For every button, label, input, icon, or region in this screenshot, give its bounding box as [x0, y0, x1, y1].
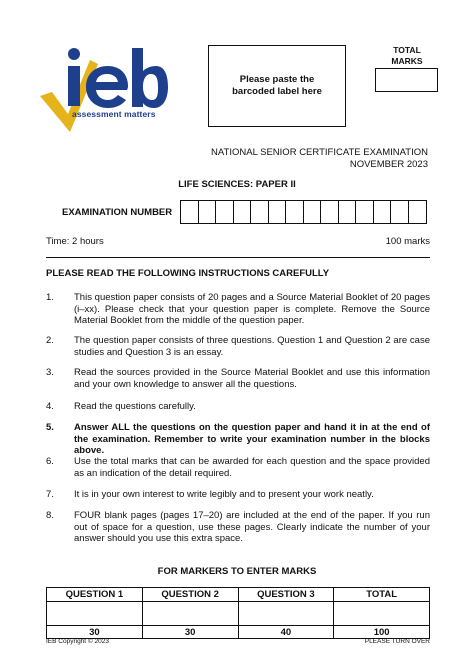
marks-table	[46, 587, 430, 639]
marks-column-header: QUESTION 2	[142, 588, 238, 602]
instruction-item	[46, 422, 430, 457]
divider	[46, 257, 430, 258]
marks-column-header: QUESTION 1	[47, 588, 143, 602]
instruction-item	[46, 292, 430, 327]
total-marks-available: 100 marks	[385, 236, 430, 247]
max-marks-cell: 30	[142, 626, 238, 639]
page-footer	[46, 638, 430, 645]
total-marks-box[interactable]	[375, 68, 438, 92]
exam-title-line2: NOVEMBER 2023	[349, 159, 428, 170]
exam-number-cell[interactable]	[234, 201, 252, 223]
exam-number-cell[interactable]	[269, 201, 287, 223]
instruction-number: 7.	[46, 489, 54, 500]
total-marks-label-line2: MARKS	[391, 56, 423, 66]
instruction-text: Read the sources provided in the Source Material Booklet and use this information and your own knowledge to answer all the questions.	[74, 367, 430, 390]
instruction-number: 5.	[46, 422, 54, 433]
logo-tagline: assessment matters	[72, 109, 156, 119]
instruction-item	[46, 510, 430, 545]
instruction-text: This question paper consists of 20 pages and a Source Material Booklet of 20 pages (i–xx). Please check that your question paper is complete. Remove the Source Material Booklet from the middle of the question paper.	[74, 292, 430, 327]
instruction-text: Use the total marks that can be awarded for each question and the space provided as an indication of the detail required.	[74, 456, 430, 479]
instruction-item	[46, 367, 430, 390]
exam-number-boxes[interactable]	[180, 200, 427, 224]
exam-number-cell[interactable]	[304, 201, 322, 223]
instruction-number: 4.	[46, 401, 54, 412]
exam-number-cell[interactable]	[251, 201, 269, 223]
instruction-text: It is in your own interest to write legibly and to present your work neatly.	[74, 489, 374, 500]
exam-number-cell[interactable]	[321, 201, 339, 223]
marks-entry-cell[interactable]	[334, 602, 430, 626]
total-marks-label-line1: TOTAL	[393, 45, 421, 55]
instruction-text: Read the questions carefully.	[74, 401, 196, 412]
instruction-text: Answer ALL the questions on the question paper and hand it in at the end of the examination. Remember to write your examination number in the blocks above.	[74, 422, 430, 457]
markers-heading: FOR MARKERS TO ENTER MARKS	[157, 566, 317, 577]
marks-entry-cell[interactable]	[142, 602, 238, 626]
exam-number-cell[interactable]	[286, 201, 304, 223]
instruction-number: 8.	[46, 510, 54, 521]
max-marks-cell: 30	[47, 626, 143, 639]
exam-number-cell[interactable]	[391, 201, 409, 223]
marks-entry-cell[interactable]	[238, 602, 334, 626]
instruction-text: FOUR blank pages (pages 17–20) are included at the end of the paper. If you run out of space for a question, use these pages. Clearly indicate the number of your answer should you use this extra space.	[74, 510, 430, 545]
exam-number-cell[interactable]	[339, 201, 357, 223]
barcode-instruction: Please paste the barcoded label here	[232, 74, 322, 97]
instructions-heading: PLEASE READ THE FOLLOWING INSTRUCTIONS CAREFULLY	[46, 268, 330, 279]
max-marks-cell: 40	[238, 626, 334, 639]
exam-number-cell[interactable]	[199, 201, 217, 223]
time-allowed: Time: 2 hours	[46, 236, 104, 247]
max-marks-cell: 100	[334, 626, 430, 639]
turn-over-notice: PLEASE TURN OVER	[364, 638, 430, 645]
total-marks-label	[376, 45, 438, 67]
marks-entry-cell[interactable]	[47, 602, 143, 626]
instruction-item	[46, 401, 430, 413]
exam-number-cell[interactable]	[216, 201, 234, 223]
instruction-item	[46, 335, 430, 358]
exam-number-cell[interactable]	[181, 201, 199, 223]
instruction-number: 6.	[46, 456, 54, 467]
exam-title	[211, 147, 428, 171]
marks-column-header: TOTAL	[334, 588, 430, 602]
exam-number-cell[interactable]	[374, 201, 392, 223]
exam-number-cell[interactable]	[409, 201, 427, 223]
copyright-notice: IEB Copyright © 2023	[46, 638, 109, 645]
instruction-number: 2.	[46, 335, 54, 346]
instruction-number: 1.	[46, 292, 54, 303]
instruction-text: The question paper consists of three questions. Question 1 and Question 2 are case studies and Question 3 is an essay.	[74, 335, 430, 358]
exam-number-label: EXAMINATION NUMBER	[62, 207, 173, 218]
exam-number-cell[interactable]	[356, 201, 374, 223]
paper-title: LIFE SCIENCES: PAPER II	[178, 179, 296, 190]
ieb-logo-mark	[38, 44, 168, 136]
ieb-logo	[38, 44, 168, 136]
instruction-number: 3.	[46, 367, 54, 378]
instruction-item	[46, 456, 430, 479]
time-marks-row	[46, 236, 430, 247]
barcode-label-box	[208, 45, 346, 127]
exam-title-line1: NATIONAL SENIOR CERTIFICATE EXAMINATION	[211, 147, 428, 158]
marks-column-header: QUESTION 3	[238, 588, 334, 602]
instruction-item	[46, 489, 430, 501]
